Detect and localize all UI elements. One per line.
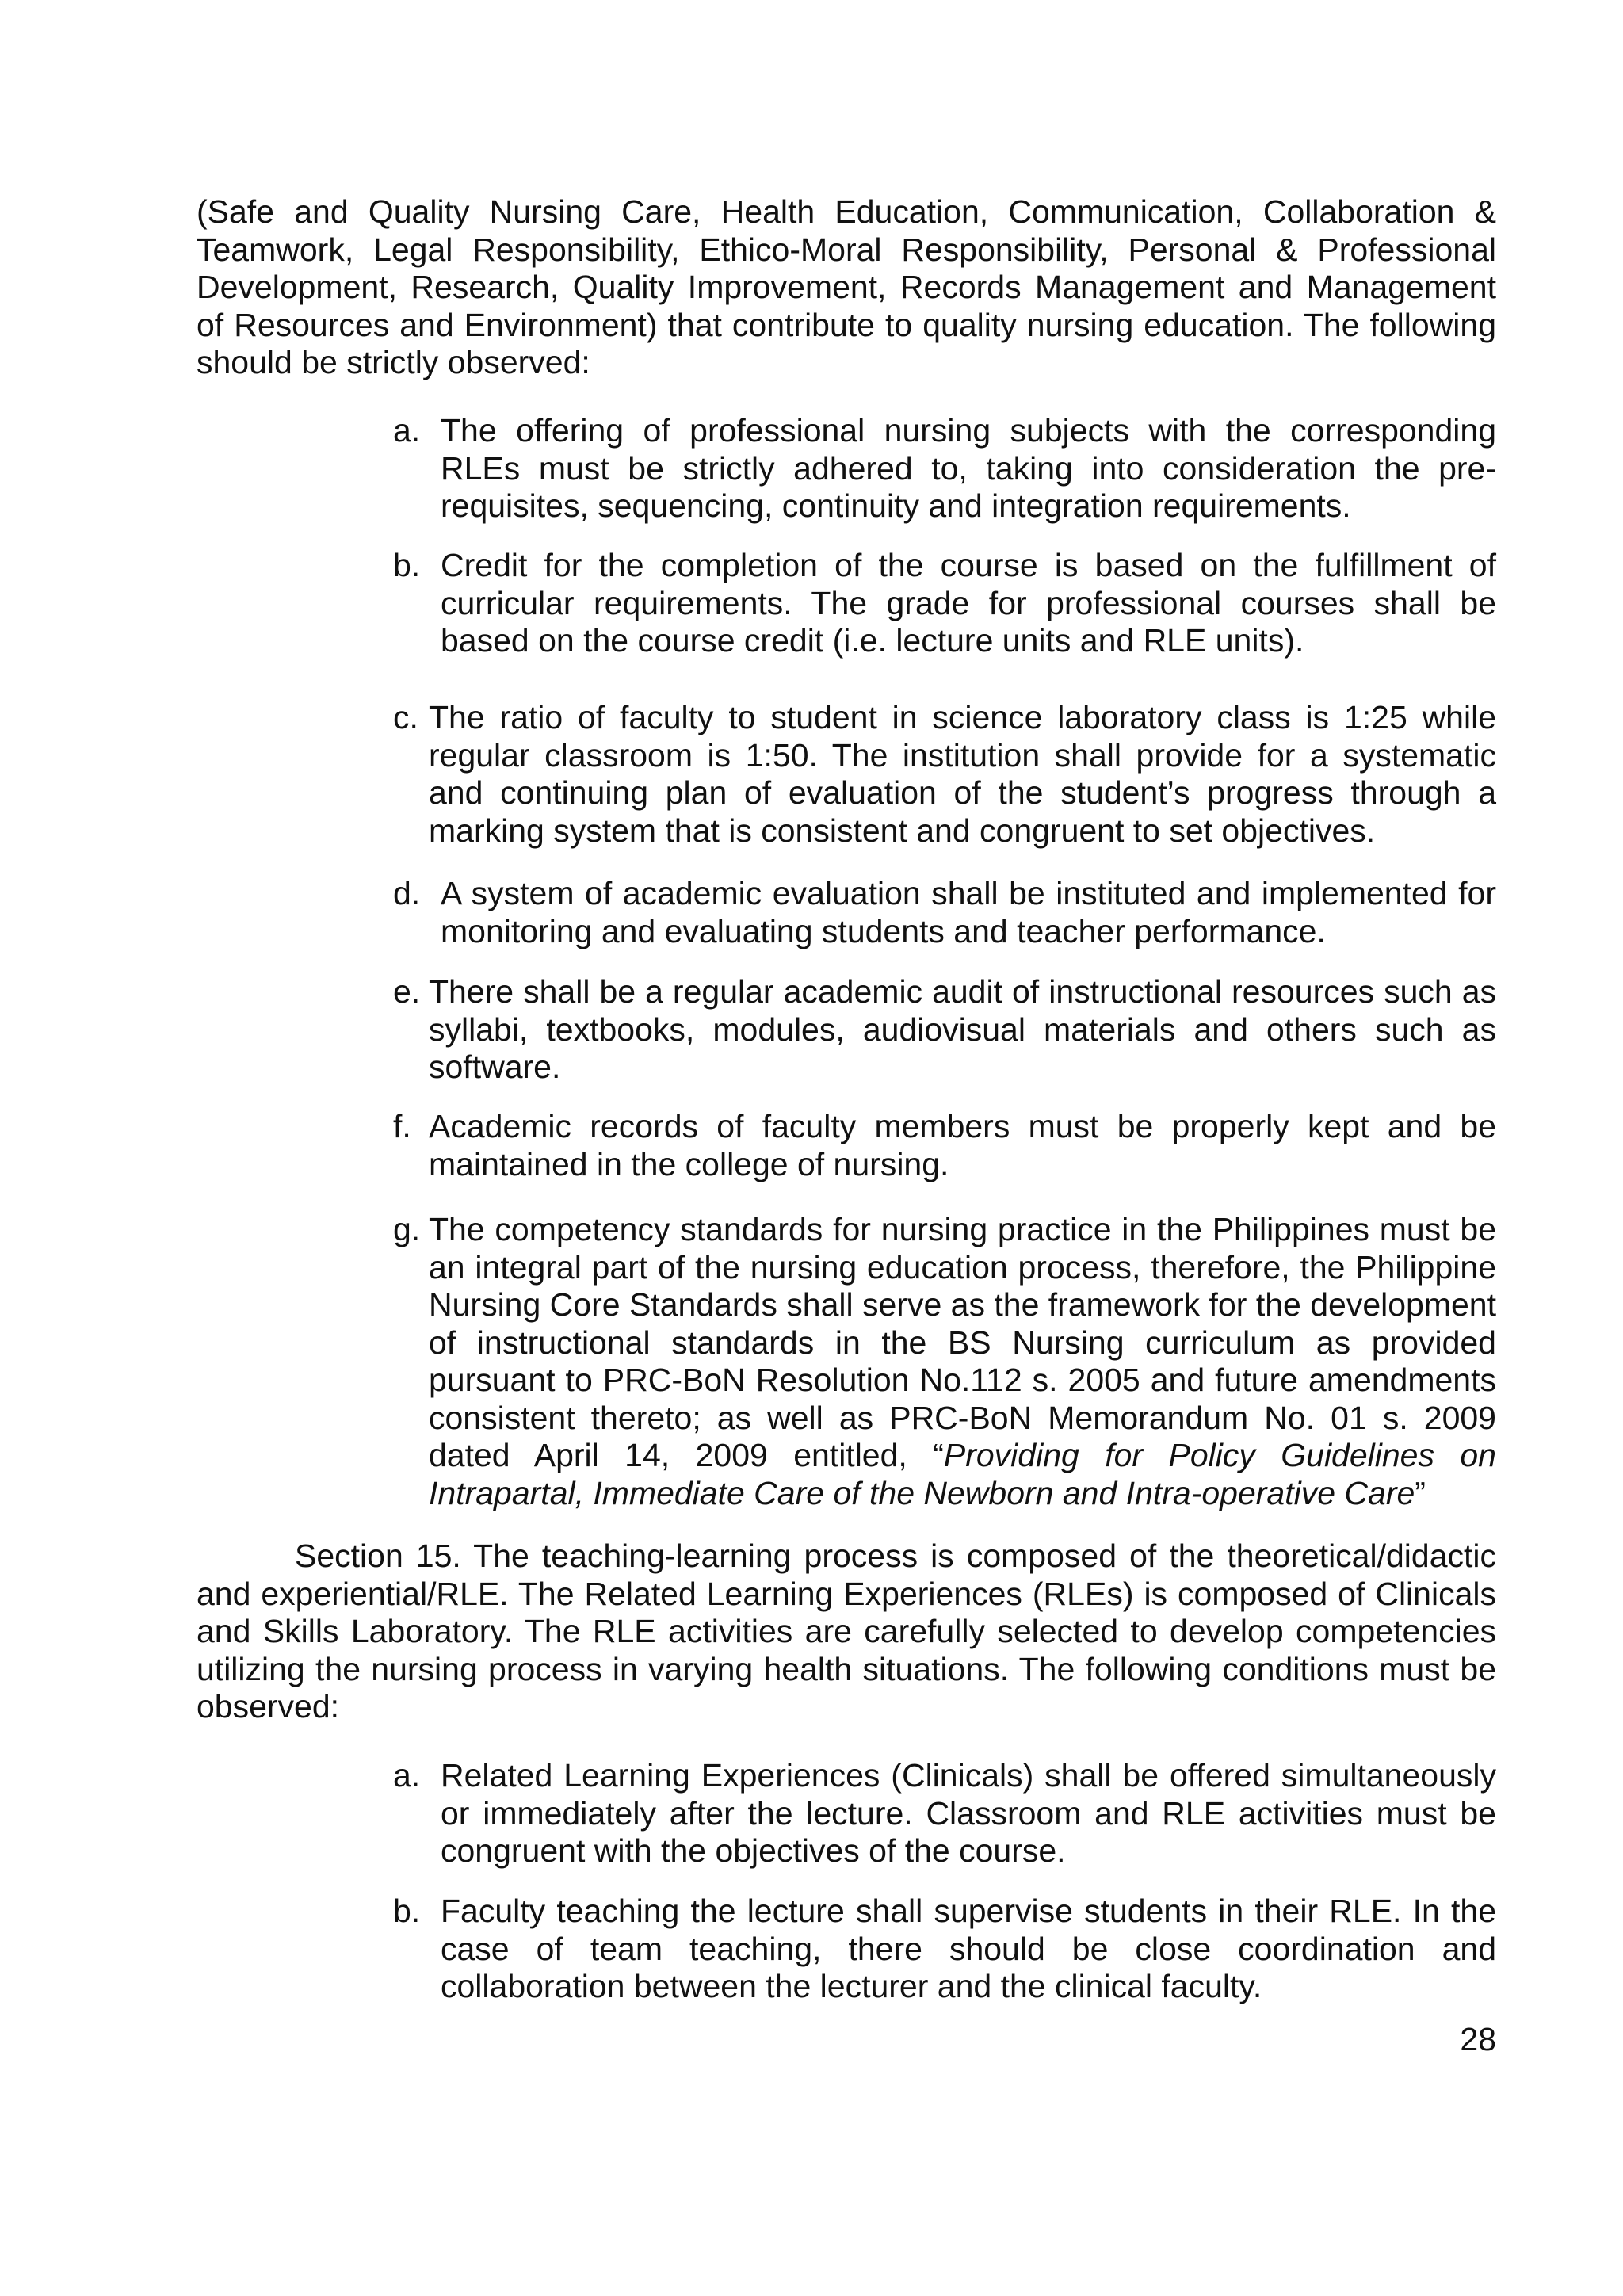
- list-marker: g.: [393, 1211, 421, 1247]
- section-15-list-item-b: [393, 1893, 1496, 2006]
- list-marker: b.: [393, 547, 421, 583]
- list-item-text: Academic records of faculty members must be properly kept and be maintained in the college of nursing.: [429, 1108, 1496, 1182]
- list-marker: d.: [393, 875, 421, 911]
- page-number: 28: [1460, 2021, 1496, 2057]
- quoted-title: Providing for Policy Guidelines on Intrapartal, Immediate Care of the Newborn and Intra-operative Care: [429, 1437, 1496, 1511]
- list-item-text: The offering of professional nursing subjects with the corresponding RLEs must be strictly adhered to, taking into consideration the pre-requisites, sequencing, continuity and integration requirements.: [441, 412, 1496, 524]
- section-15-paragraph: Section 15. The teaching-learning process is composed of the theoretical/didactic and experiential/RLE. The Related Learning Experiences (RLEs) is composed of Clinicals and Skills Laboratory. The RLE activities are carefully selected to develop competencies utilizing the nursing process in varying health situations. The following conditions must be observed:: [197, 1538, 1496, 1725]
- list-item-d: [393, 875, 1496, 950]
- list-item-text: The ratio of faculty to student in science laboratory class is 1:25 while regular classroom is 1:50. The institution shall provide for a systematic and continuing plan of evaluation of the student’s progress through a marking system that is consistent and congruent to set objectives.: [429, 699, 1496, 849]
- list-item-text: Related Learning Experiences (Clinicals) shall be offered simultaneously or immediately after the lecture. Classroom and RLE activities must be congruent with the objectives of the course.: [441, 1757, 1496, 1869]
- section-15-list-item-a: [393, 1757, 1496, 1870]
- list-marker: c.: [393, 699, 418, 735]
- intro-paragraph: (Safe and Quality Nursing Care, Health Education, Communication, Collaboration & Teamwork, Legal Responsibility, Ethico-Moral Responsibility, Personal & Professional Development, Research, Quality Improvement, Records Management and Management of Resources and Environment) that contribute to quality nursing education. The following should be strictly observed:: [197, 193, 1496, 380]
- list-item-b: [393, 547, 1496, 660]
- list-item-e: [393, 973, 1496, 1087]
- list-marker: b.: [393, 1893, 421, 1929]
- list-item-a: [393, 412, 1496, 525]
- list-marker: e.: [393, 973, 421, 1010]
- list-item-text: Credit for the completion of the course is based on the fulfillment of curricular requirements. The grade for professional courses shall be based on the course credit (i.e. lecture units and RLE units).: [441, 547, 1496, 659]
- list-marker: a.: [393, 412, 421, 449]
- list-marker: a.: [393, 1757, 421, 1794]
- list-item-g: [393, 1211, 1496, 1512]
- list-item-text: There shall be a regular academic audit of instructional resources such as syllabi, textbooks, modules, audiovisual materials and others such as software.: [429, 973, 1496, 1085]
- closing-quote: ”: [1415, 1474, 1426, 1511]
- list-item-text: A system of academic evaluation shall be instituted and implemented for monitoring and evaluating students and teacher performance.: [441, 875, 1496, 949]
- list-item-c: [393, 699, 1496, 850]
- list-marker: f.: [393, 1108, 411, 1144]
- list-item-text-main: The competency standards for nursing practice in the Philippines must be an integral part of the nursing education process, therefore, the Philippine Nursing Core Standards shall serve as the framework for the development of instructional standards in the BS Nursing curriculum as provided pursuant to PRC-BoN Resolution No.112 s. 2005 and future amendments consistent thereto; as well as PRC-BoN Memorandum No. 01 s. 2009 dated April 14, 2009 entitled, “: [429, 1211, 1496, 1473]
- list-item-f: [393, 1108, 1496, 1183]
- list-item-text: Faculty teaching the lecture shall supervise students in their RLE. In the case of team teaching, there should be close coordination and collaboration between the lecturer and the clinical faculty.: [441, 1893, 1496, 2004]
- list-item-text: [429, 1211, 1496, 1512]
